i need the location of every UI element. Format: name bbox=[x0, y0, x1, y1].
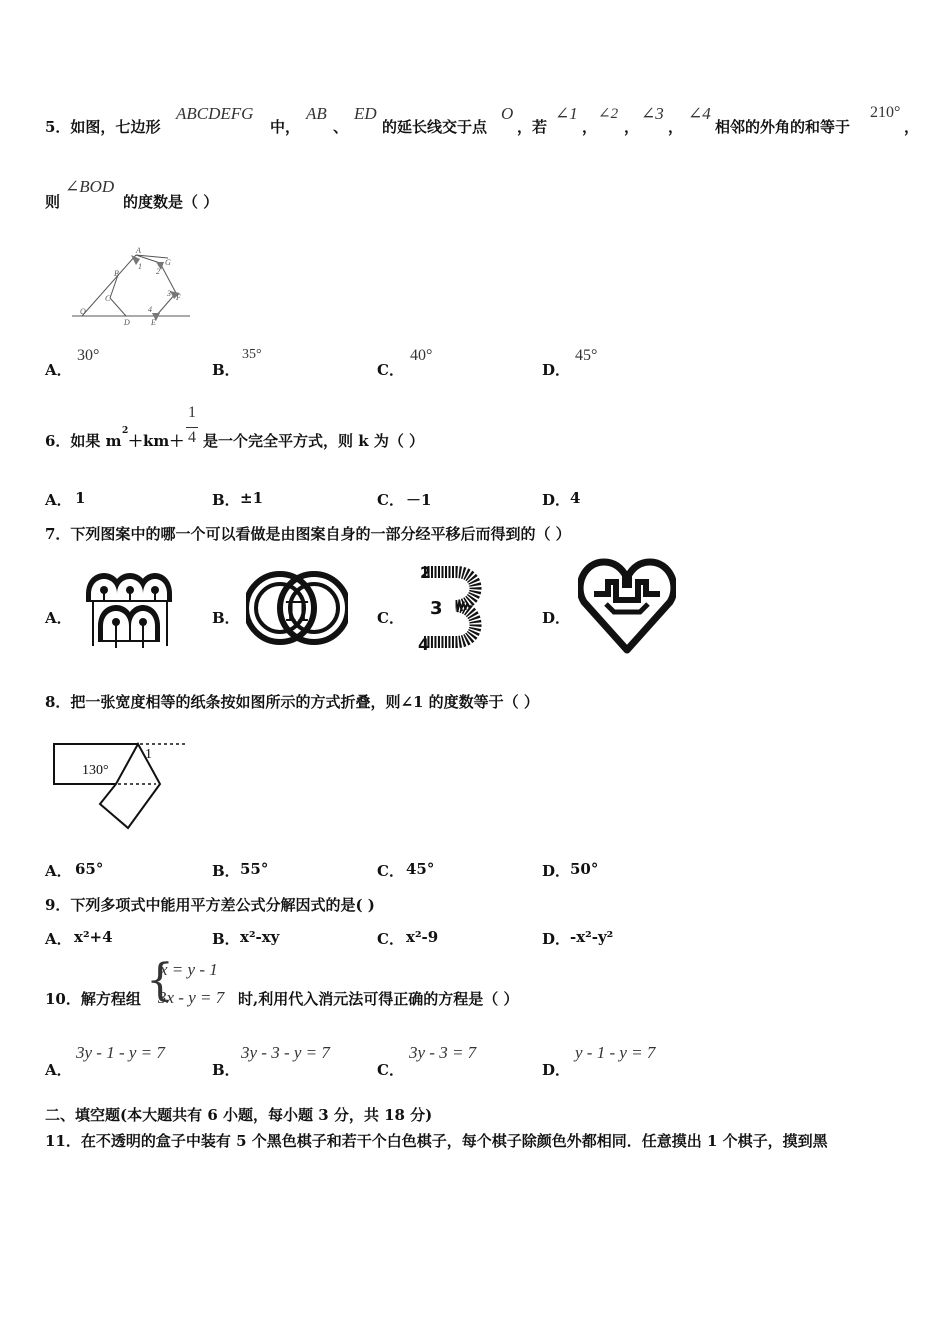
q9-option-c-value: x²-9 bbox=[406, 928, 439, 946]
q6-option-d-key: D． bbox=[542, 491, 571, 509]
q5-angle-4: ∠4 bbox=[688, 104, 711, 123]
q8-text: 8．把一张宽度相等的纸条按如图所示的方式折叠，则∠1 的度数等于（ ） bbox=[45, 693, 539, 711]
q5-option-c-key: C． bbox=[377, 361, 404, 379]
q10-option-a-value: 3y - 1 - y = 7 bbox=[76, 1043, 165, 1062]
q9-option-c-key: C． bbox=[377, 930, 404, 948]
q10-brace: { bbox=[146, 955, 174, 1006]
q10-equation-1: x = y - 1 bbox=[160, 960, 218, 979]
q6-suffix: 是一个完全平方式，则 k 为（ ） bbox=[203, 432, 425, 450]
fig-label: B bbox=[114, 269, 119, 278]
q6-option-d-value: 4 bbox=[570, 489, 581, 507]
q5-angle-3: ∠3 bbox=[641, 104, 664, 123]
q7-text: 7．下列图案中的哪一个可以看做是由图案自身的一部分经平移后而得到的（ ） bbox=[45, 525, 571, 543]
q6-option-b-key: B． bbox=[212, 491, 240, 509]
q5-prefix: 5．如图，七边形 bbox=[45, 118, 161, 136]
q6-option-a-value: 1 bbox=[75, 489, 86, 507]
q7-pattern-a bbox=[82, 564, 176, 650]
digit-4: 4 bbox=[418, 635, 430, 654]
q7-pattern-d bbox=[578, 556, 676, 654]
pi-symbol: π bbox=[284, 586, 310, 630]
q5-option-b-key: B． bbox=[212, 361, 240, 379]
q5-polygon: ABCDEFG bbox=[176, 104, 254, 123]
q5-option-d-key: D． bbox=[542, 361, 571, 379]
q10-suffix: 时,利用代入消元法可得正确的方程是（ ） bbox=[238, 990, 519, 1008]
q5-value-210: 210° bbox=[870, 104, 901, 121]
q8-option-c-value: 45° bbox=[406, 860, 435, 878]
q5-ed: ED bbox=[354, 104, 377, 123]
question-11-text: 11．在不透明的盒子中装有 5 个黑色棋子和若干个白色棋子，每个棋子除颜色外都相同．任意摸出 1 个棋子，摸到黑 bbox=[45, 1132, 828, 1150]
q5-ab: AB bbox=[306, 104, 327, 123]
q10-option-a-key: A． bbox=[45, 1061, 72, 1079]
q5-text: ， bbox=[904, 118, 920, 136]
q5-point-o: O bbox=[501, 104, 514, 123]
q9-option-d-key: D． bbox=[542, 930, 571, 948]
q8-option-b-value: 55° bbox=[240, 860, 269, 878]
q6-option-b-value: ±1 bbox=[240, 489, 264, 507]
q8-option-d-value: 50° bbox=[570, 860, 599, 878]
q5-angle-1: ∠1 bbox=[555, 104, 578, 123]
q6-option-c-key: C． bbox=[377, 491, 404, 509]
q8-option-a-value: 65° bbox=[75, 860, 104, 878]
q5-angle-2: ∠2 bbox=[598, 106, 619, 122]
q6-middle: ＋km＋ bbox=[128, 432, 185, 450]
q7-option-b-key: B． bbox=[212, 609, 240, 627]
q9-option-b-key: B． bbox=[212, 930, 240, 948]
q5-text: ， bbox=[582, 118, 598, 136]
fig-label: 4 bbox=[148, 305, 152, 314]
q9-text: 9．下列多项式中能用平方差公式分解因式的是( ) bbox=[45, 896, 375, 914]
q9-option-a-key: A． bbox=[45, 930, 72, 948]
q5-option-d-value: 45° bbox=[575, 347, 598, 364]
q8-fold-figure bbox=[48, 736, 193, 832]
q9-option-a-value: x²+4 bbox=[74, 928, 113, 946]
fig-label: O bbox=[80, 307, 86, 316]
angle-130-label: 130° bbox=[82, 763, 109, 778]
q10-equation-2: 3x - y = 7 bbox=[158, 988, 225, 1007]
q5-angle-bod: ∠BOD bbox=[65, 177, 115, 196]
q10-option-b-value: 3y - 3 - y = 7 bbox=[241, 1043, 330, 1062]
q8-option-d-key: D． bbox=[542, 862, 571, 880]
q10-option-d-value: y - 1 - y = 7 bbox=[575, 1043, 656, 1062]
q8-option-b-key: B． bbox=[212, 862, 240, 880]
q5-text: ， bbox=[624, 118, 640, 136]
fig-label: A bbox=[136, 246, 141, 255]
fig-label: 1 bbox=[138, 262, 142, 271]
q5-text: 的度数是（ ） bbox=[123, 193, 219, 211]
q8-option-a-key: A． bbox=[45, 862, 72, 880]
q6-option-c-value: －1 bbox=[406, 491, 432, 509]
q6-prefix: 6．如果 m bbox=[45, 432, 122, 450]
q6-fraction-numerator: 1 bbox=[188, 404, 196, 421]
q6-exponent: 2 bbox=[122, 426, 129, 436]
q5-heptagon-figure bbox=[68, 243, 198, 333]
fig-label: E bbox=[151, 318, 156, 327]
q10-option-b-key: B． bbox=[212, 1061, 240, 1079]
digit-3: 3 bbox=[430, 598, 443, 619]
fig-label: G bbox=[165, 258, 171, 267]
q7-option-a-key: A． bbox=[45, 609, 72, 627]
q6-option-a-key: A． bbox=[45, 491, 72, 509]
q5-option-c-value: 40° bbox=[410, 347, 433, 364]
q5-text: 的延长线交于点 bbox=[382, 118, 488, 136]
q10-prefix: 10．解方程组 bbox=[45, 990, 141, 1008]
q6-fraction-bar bbox=[186, 427, 198, 428]
digit-2: 2 bbox=[420, 563, 432, 582]
q5-option-a-key: A． bbox=[45, 361, 72, 379]
q7-pattern-b bbox=[246, 565, 348, 651]
q10-option-d-key: D． bbox=[542, 1061, 571, 1079]
fig-label: 3 bbox=[167, 289, 171, 298]
q5-text: 则 bbox=[45, 193, 61, 211]
section-2-title: 二、填空题(本大题共有 6 小题，每小题 3 分，共 18 分) bbox=[45, 1106, 433, 1124]
fig-label: C bbox=[105, 294, 111, 303]
q5-text: 相邻的外角的和等于 bbox=[715, 118, 851, 136]
q7-option-c-key: C． bbox=[377, 609, 404, 627]
q7-option-d-key: D． bbox=[542, 609, 571, 627]
q8-option-c-key: C． bbox=[377, 862, 404, 880]
q10-option-c-key: C． bbox=[377, 1061, 404, 1079]
fig-label: D bbox=[124, 318, 130, 327]
q5-text: ，若 bbox=[517, 118, 548, 136]
q5-text: ， bbox=[668, 118, 684, 136]
q9-option-b-value: x²-xy bbox=[240, 928, 280, 946]
q5-option-b-value: 35° bbox=[242, 347, 262, 362]
q7-pattern-c bbox=[416, 560, 488, 654]
q5-text: 、 bbox=[333, 118, 349, 136]
angle-1-label: 1 bbox=[145, 747, 152, 762]
q5-text: 中， bbox=[270, 118, 301, 136]
q10-option-c-value: 3y - 3 = 7 bbox=[409, 1043, 477, 1062]
q6-fraction-denominator: 4 bbox=[188, 429, 196, 446]
q9-option-d-value: -x²-y² bbox=[570, 928, 614, 946]
fig-label: 2 bbox=[156, 267, 160, 276]
q5-option-a-value: 30° bbox=[77, 347, 100, 364]
fig-label: F bbox=[176, 293, 181, 302]
